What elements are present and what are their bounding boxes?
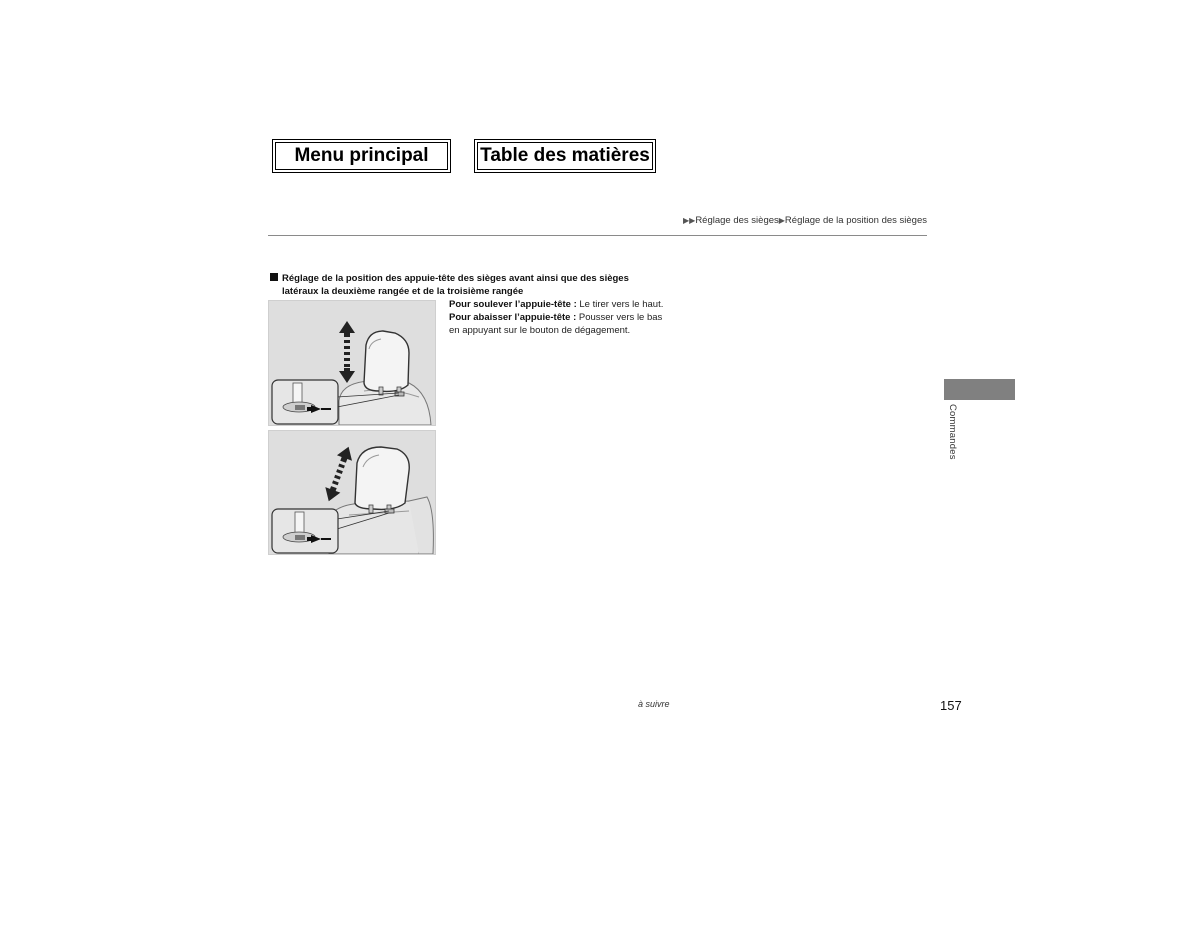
breadcrumb-arrow-icon: ▶▶	[683, 216, 696, 225]
section-bullet-icon	[270, 273, 278, 281]
section-heading-line2: latéraux la deuxième rangée et de la troisième rangée	[282, 286, 524, 297]
lower-label: Pour abaisser l’appuie-tête :	[449, 312, 577, 323]
breadcrumb-item[interactable]: Réglage de la position des sièges	[784, 215, 927, 226]
chapter-tab[interactable]	[944, 379, 1015, 400]
chapter-tab-label: Commandes	[947, 404, 958, 460]
headrest-instructions	[449, 298, 679, 337]
section-heading	[270, 272, 670, 298]
breadcrumb-item[interactable]: Réglage des sièges	[695, 215, 779, 226]
raise-label: Pour soulever l’appuie-tête :	[449, 299, 577, 310]
continued-note: à suivre	[638, 699, 670, 709]
raise-text: Le tirer vers le haut.	[576, 299, 664, 310]
breadcrumb-arrow-icon: ▶	[778, 216, 785, 225]
section-heading-line1: Réglage de la position des appuie-tête des sièges avant ainsi que des sièges	[282, 273, 629, 284]
lower-text-continued: en appuyant sur le bouton de dégagement.	[449, 325, 631, 336]
main-menu-label: Menu principal	[294, 145, 429, 166]
main-menu-button[interactable]	[272, 139, 451, 173]
lower-text: Pousser vers le bas	[576, 312, 663, 323]
page-number: 157	[940, 698, 962, 713]
header-divider	[268, 235, 927, 236]
headrest-adjust-front-illustration	[268, 300, 436, 426]
breadcrumb	[683, 215, 927, 226]
table-of-contents-label: Table des matières	[480, 145, 650, 166]
headrest-adjust-rear-illustration	[268, 430, 436, 555]
table-of-contents-button[interactable]	[474, 139, 656, 173]
